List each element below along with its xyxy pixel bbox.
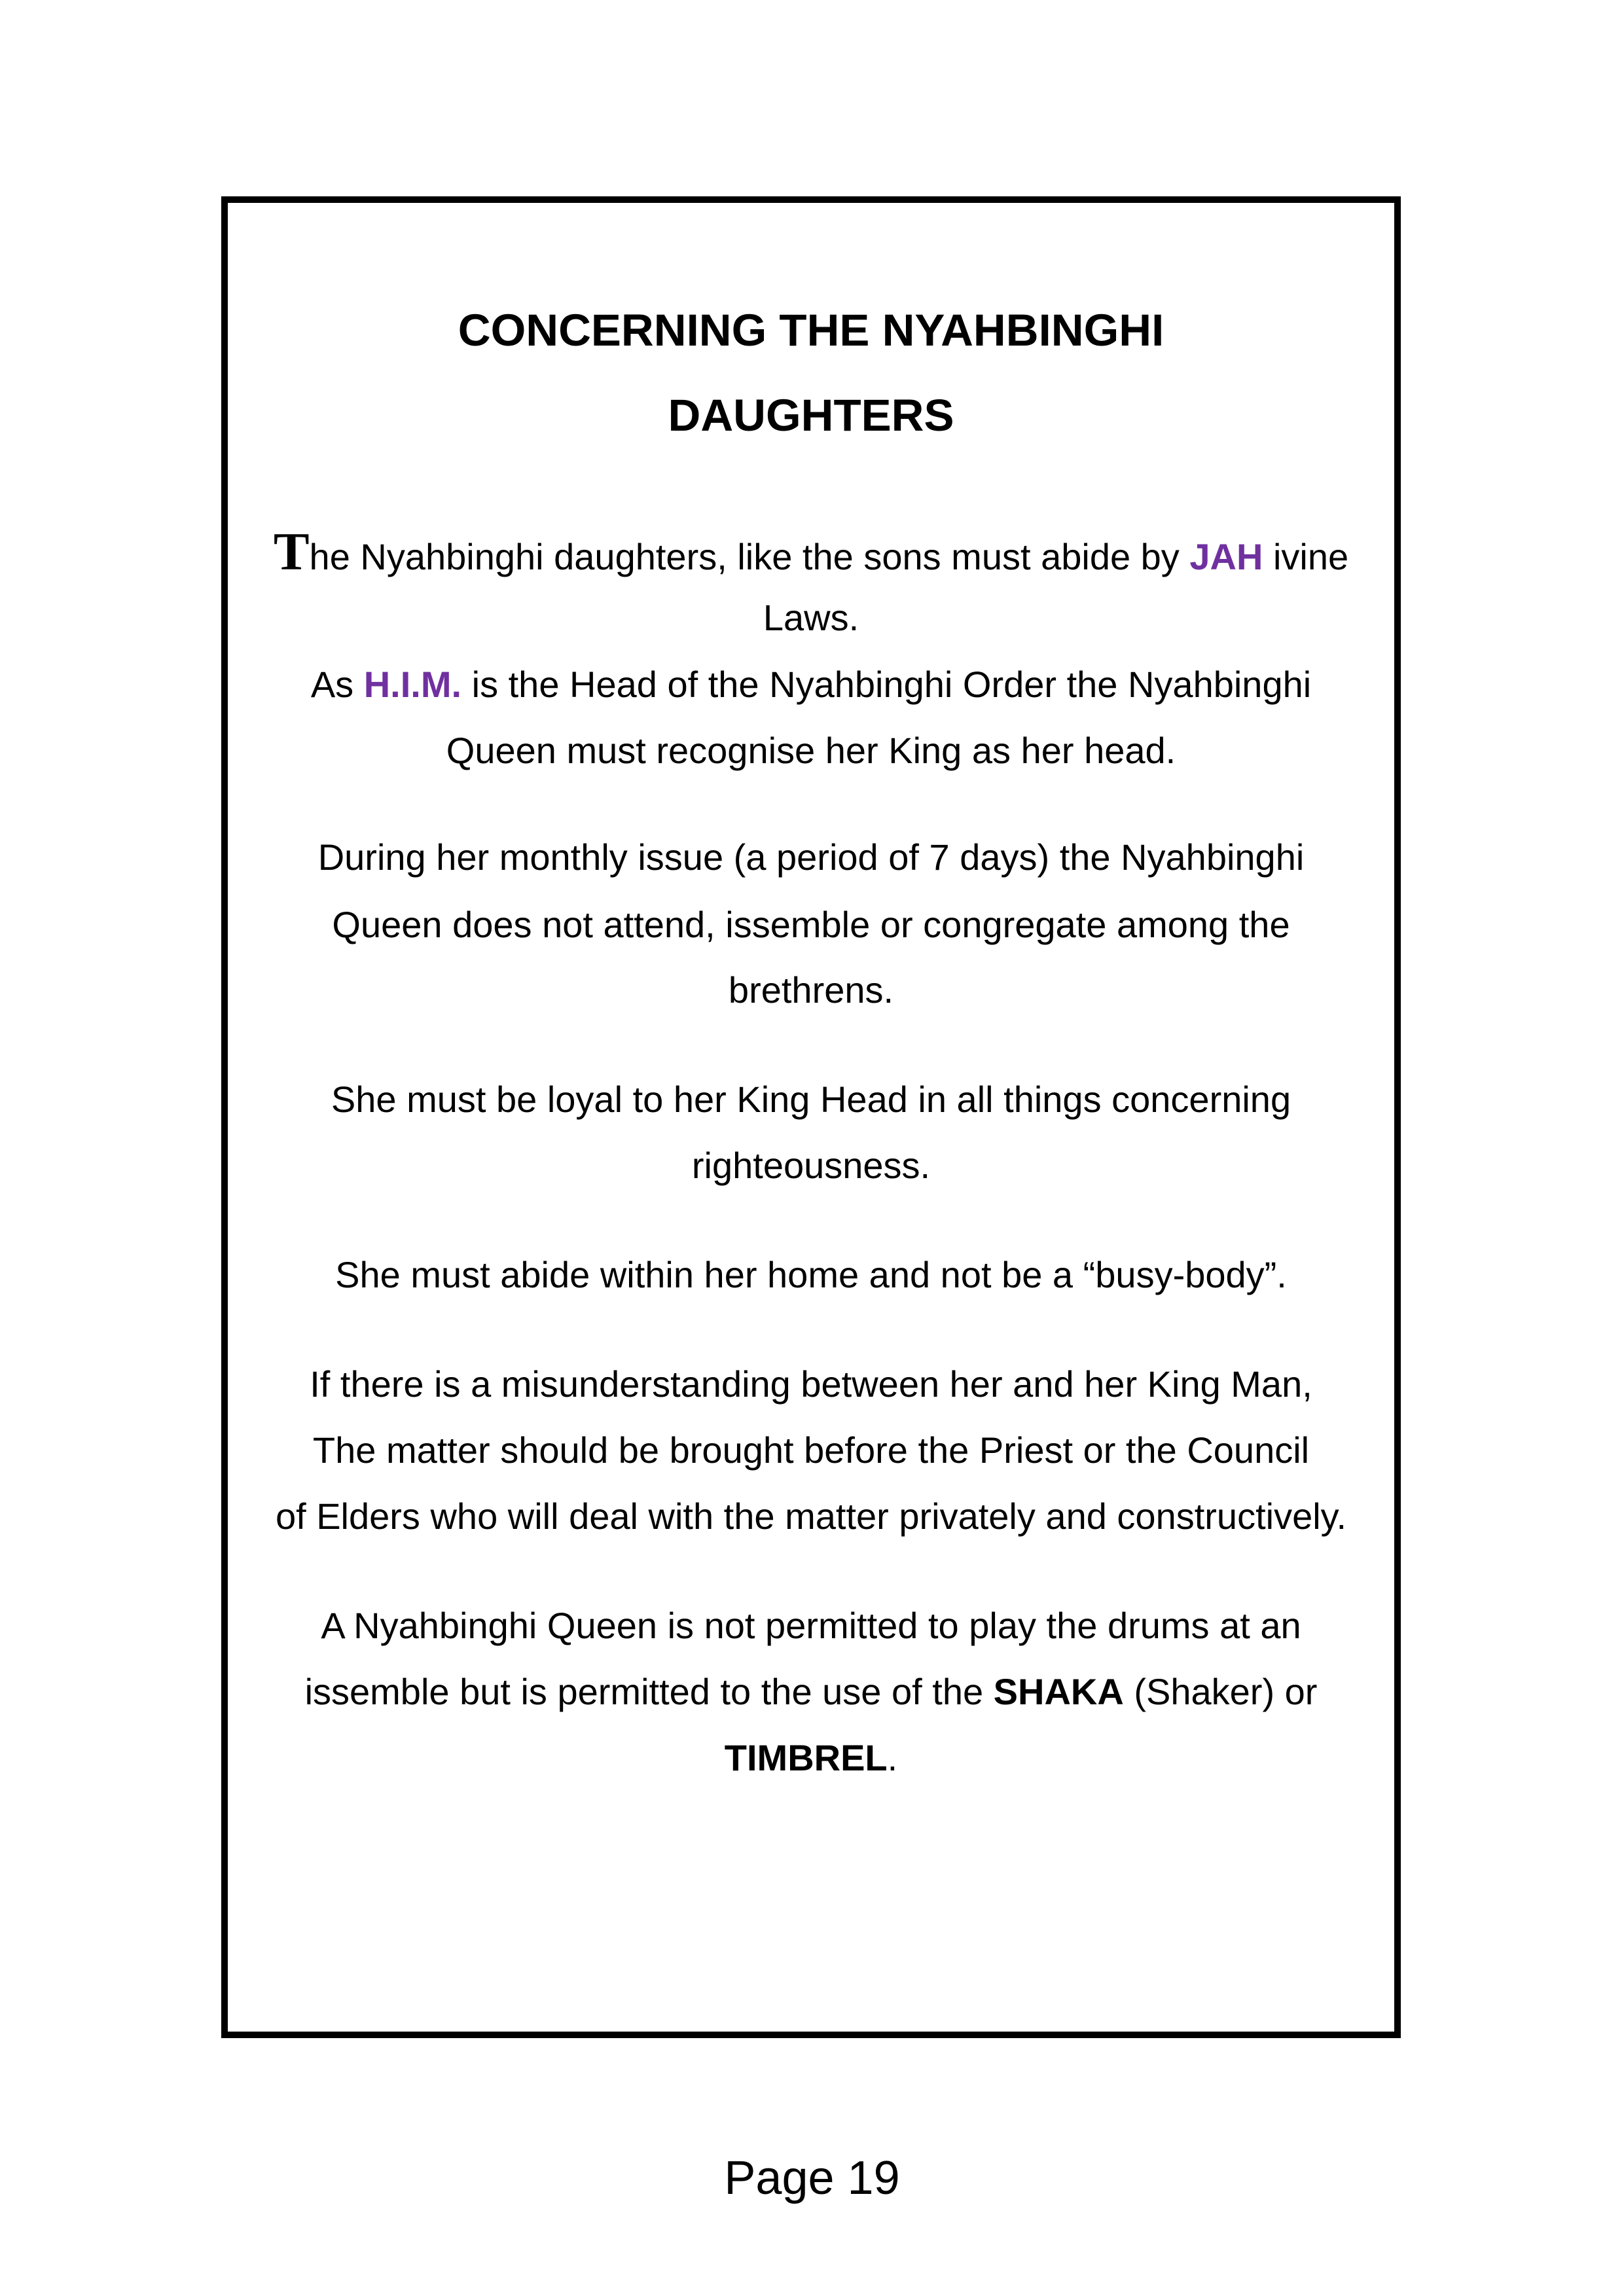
page-number: Page 19 [724,2152,900,2204]
paragraph-2-text-a: As [310,664,364,705]
paragraph-3-line-3: brethrens. [728,969,894,1011]
paragraph-6-line-1: If there is a misunderstanding between her and her King Man, [310,1363,1312,1405]
paragraph-7-line-3 [228,1737,1394,1778]
timbrel-term: TIMBREL [724,1737,888,1778]
paragraph-1-line-1 [228,522,1394,581]
paragraph-3-line-2: Queen does not attend, issemble or congregate among the [332,904,1290,945]
jah-highlight: JAH [1189,536,1263,577]
paragraph-7-line-1: A Nyahbinghi Queen is not permitted to play the drums at an [321,1605,1301,1646]
paragraph-1-text-a: he Nyahbinghi daughters, like the sons must abide by [309,536,1190,577]
paragraph-1-text-b: ivine [1263,536,1349,577]
page-title-line-1: CONCERNING THE NYAHBINGHI [458,305,1164,355]
paragraph-7-text-c: . [887,1737,898,1778]
paragraph-7-text-a: issemble but is permitted to the use of the [304,1671,994,1712]
paragraph-2-text-b: is the Head of the Nyahbinghi Order the Nyahbinghi [461,664,1312,705]
paragraph-7-text-b: (Shaker) or [1123,1671,1318,1712]
shaka-term: SHAKA [993,1671,1124,1712]
paragraph-6-line-3: of Elders who will deal with the matter privately and constructively. [275,1496,1347,1537]
drop-cap: T [273,522,310,581]
paragraph-2-line-2: Queen must recognise her King as her head. [446,730,1176,771]
him-highlight: H.I.M. [363,664,462,705]
paragraph-6-line-2: The matter should be brought before the Priest or the Council [312,1429,1310,1471]
page-title-line-2: DAUGHTERS [668,390,954,440]
paragraph-4-line-1: She must be loyal to her King Head in all things concerning [331,1079,1291,1120]
paragraph-7-line-2 [228,1671,1394,1712]
paragraph-2-line-1 [228,666,1394,703]
paragraph-3-line-1: During her monthly issue (a period of 7 days) the Nyahbinghi [317,836,1305,878]
page-border-frame [221,196,1401,2038]
paragraph-5-line-1: She must abide within her home and not be a “busy-body”. [335,1254,1287,1295]
paragraph-4-line-2: righteousness. [691,1145,931,1186]
paragraph-1-line-2: Laws. [763,597,859,638]
